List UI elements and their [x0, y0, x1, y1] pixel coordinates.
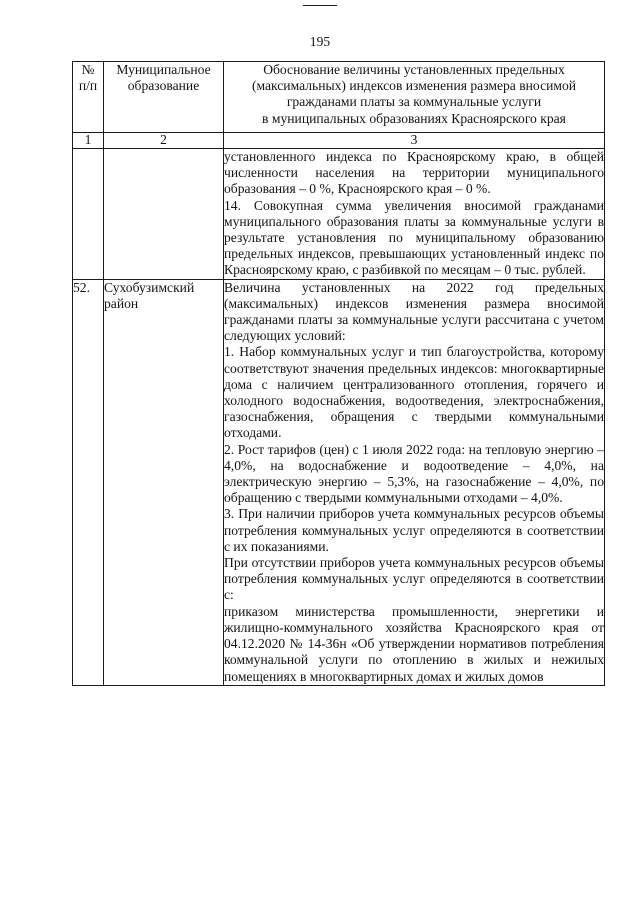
header-description	[224, 62, 605, 133]
header-description-line: (максимальных) индексов изменения размера вносимой	[251, 78, 577, 94]
description-cell	[224, 279, 605, 685]
top-rule	[303, 5, 337, 6]
paragraph: 14. Совокупная сумма увеличения вносимой гражданами муниципального образования платы за коммунальные услуги в результате установления по муниципальному образованию предельных индексов, превышающих установленный индекс по Красноярскому краю, с разбивкой по месяцам – 0 тыс. рублей.	[224, 197, 604, 278]
header-municipality-line: Муниципальное	[116, 62, 211, 77]
header-municipality	[104, 62, 224, 133]
table-row-continued	[73, 149, 605, 280]
table-row-52	[73, 279, 605, 685]
header-number-line: №	[81, 62, 95, 77]
justification-table	[72, 61, 605, 686]
column-index-row	[73, 133, 605, 149]
municipality-cell: Сухобузимский район	[104, 279, 224, 685]
header-description-line: гражданами платы за коммунальные услуги	[286, 94, 542, 110]
header-number	[73, 62, 104, 133]
header-description-line: Обоснование величины установленных предельных	[263, 62, 565, 77]
column-index: 2	[104, 133, 224, 149]
paragraph: 3. При наличии приборов учета коммунальных ресурсов объемы потребления коммунальных услуг определяются в соответствии с их показаниями.	[224, 506, 604, 554]
paragraph: приказом министерства промышленности, энергетики и жилищно-коммунального хозяйства Красноярского края от 04.12.2020 № 14-36н «Об утверждении нормативов потребления коммунальной услуги по отоплению в жилых и нежилых помещениях в многоквартирных домах и жилых домов	[224, 603, 604, 684]
row-number-cell	[73, 149, 104, 280]
description-cell	[224, 149, 605, 280]
column-index: 3	[224, 133, 605, 149]
paragraph: 1. Набор коммунальных услуг и тип благоустройства, которому соответствуют значения предельных индексов: многоквартирные дома с наличием централизованного отопления, горячего и холодного водоснабжения, водоотведения, электроснабжения, газоснабжения, обращения с твердыми коммунальными отходами.	[224, 344, 604, 441]
paragraph: Величина установленных на 2022 год предельных (максимальных) индексов изменения размера вносимой гражданами платы за коммунальные услуги рассчитана с учетом следующих условий:	[224, 279, 604, 344]
row-number-cell: 52.	[73, 279, 104, 685]
header-municipality-line: образование	[127, 78, 200, 94]
table-header-row	[73, 62, 605, 133]
header-number-line: п/п	[78, 78, 98, 94]
page-number: 195	[309, 34, 331, 49]
paragraph: При отсутствии приборов учета коммунальных ресурсов объемы потребления коммунальных услуг определяются в соответствии с:	[224, 555, 604, 603]
paragraph: установленного индекса по Красноярскому краю, в общей численности населения на территории муниципального образования – 0 %, Красноярского края – 0 %.	[224, 149, 604, 197]
header-description-line: в муниципальных образованиях Красноярского края	[262, 110, 566, 126]
paragraph: 2. Рост тарифов (цен) с 1 июля 2022 года: на тепловую энергию – 4,0%, на водоснабжение и водоотведение – 4,0%, на электрическую энергию – 5,3%, на газоснабжение – 4,0%, по обращению с твердыми коммунальными отходами – 4,0%.	[224, 441, 604, 506]
municipality-cell	[104, 149, 224, 280]
column-index: 1	[73, 133, 104, 149]
